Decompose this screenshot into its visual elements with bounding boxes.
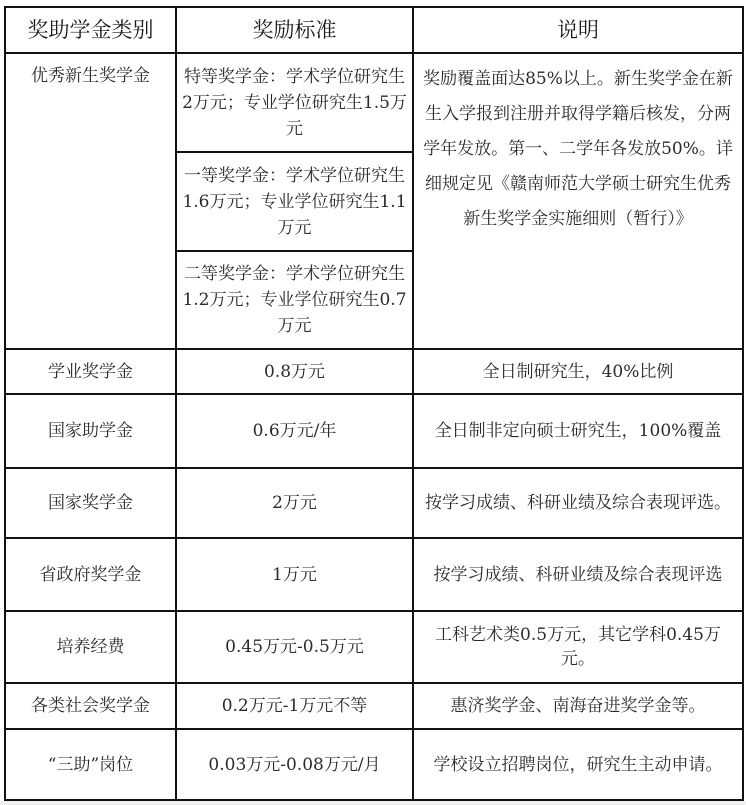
description-cell: 奖励覆盖面达85%以上。新生奖学金在新生入学报到注册并取得学籍后核发，分两学年发放。第一、二学年各发放50%。详细规定见《赣南师范大学硕士研究生优秀新生奖学金实施细则（暂行）》 <box>413 53 743 349</box>
standard-cell: 0.2万元-1万元不等 <box>176 683 413 729</box>
scholarship-table <box>4 6 744 801</box>
bottom-edge <box>0 801 746 805</box>
description-cell: 按学习成绩、科研业绩及综合表现评选。 <box>413 468 743 538</box>
standard-tier-first: 一等奖学金：学术学位研究生1.6万元；专业学位研究生1.1万元 <box>176 152 413 251</box>
description-cell: 全日制研究生，40%比例 <box>413 349 743 394</box>
standard-tier-second: 二等奖学金：学术学位研究生1.2万元；专业学位研究生0.7万元 <box>176 251 413 349</box>
category-cell: 各类社会奖学金 <box>5 683 176 729</box>
table-row <box>5 683 743 729</box>
table-header-row <box>5 7 743 53</box>
category-cell: 国家助学金 <box>5 394 176 468</box>
header-category: 奖助学金类别 <box>5 7 176 53</box>
header-standard: 奖励标准 <box>176 7 413 53</box>
category-cell: 国家奖学金 <box>5 468 176 538</box>
table-row <box>5 53 743 152</box>
category-cell: 省政府奖学金 <box>5 538 176 611</box>
category-cell: 培养经费 <box>5 611 176 683</box>
description-cell: 惠济奖学金、南海奋进奖学金等。 <box>413 683 743 729</box>
standard-cell: 2万元 <box>176 468 413 538</box>
description-cell: 工科艺术类0.5万元，其它学科0.45万元。 <box>413 611 743 683</box>
table-row <box>5 394 743 468</box>
table-row <box>5 538 743 611</box>
standard-cell: 1万元 <box>176 538 413 611</box>
category-cell: “三助”岗位 <box>5 729 176 800</box>
description-cell: 学校设立招聘岗位，研究生主动申请。 <box>413 729 743 800</box>
category-cell: 学业奖学金 <box>5 349 176 394</box>
description-cell: 按学习成绩、科研业绩及综合表现评选 <box>413 538 743 611</box>
category-cell: 优秀新生奖学金 <box>5 53 176 349</box>
standard-cell: 0.03万元-0.08万元/月 <box>176 729 413 800</box>
table-row <box>5 349 743 394</box>
table-row <box>5 611 743 683</box>
table-row <box>5 729 743 800</box>
standard-cell: 0.6万元/年 <box>176 394 413 468</box>
standard-cell: 0.8万元 <box>176 349 413 394</box>
standard-cell: 0.45万元-0.5万元 <box>176 611 413 683</box>
description-cell: 全日制非定向硕士研究生，100%覆盖 <box>413 394 743 468</box>
header-description: 说明 <box>413 7 743 53</box>
standard-tier-special: 特等奖学金：学术学位研究生2万元；专业学位研究生1.5万元 <box>176 53 413 152</box>
table-row <box>5 468 743 538</box>
